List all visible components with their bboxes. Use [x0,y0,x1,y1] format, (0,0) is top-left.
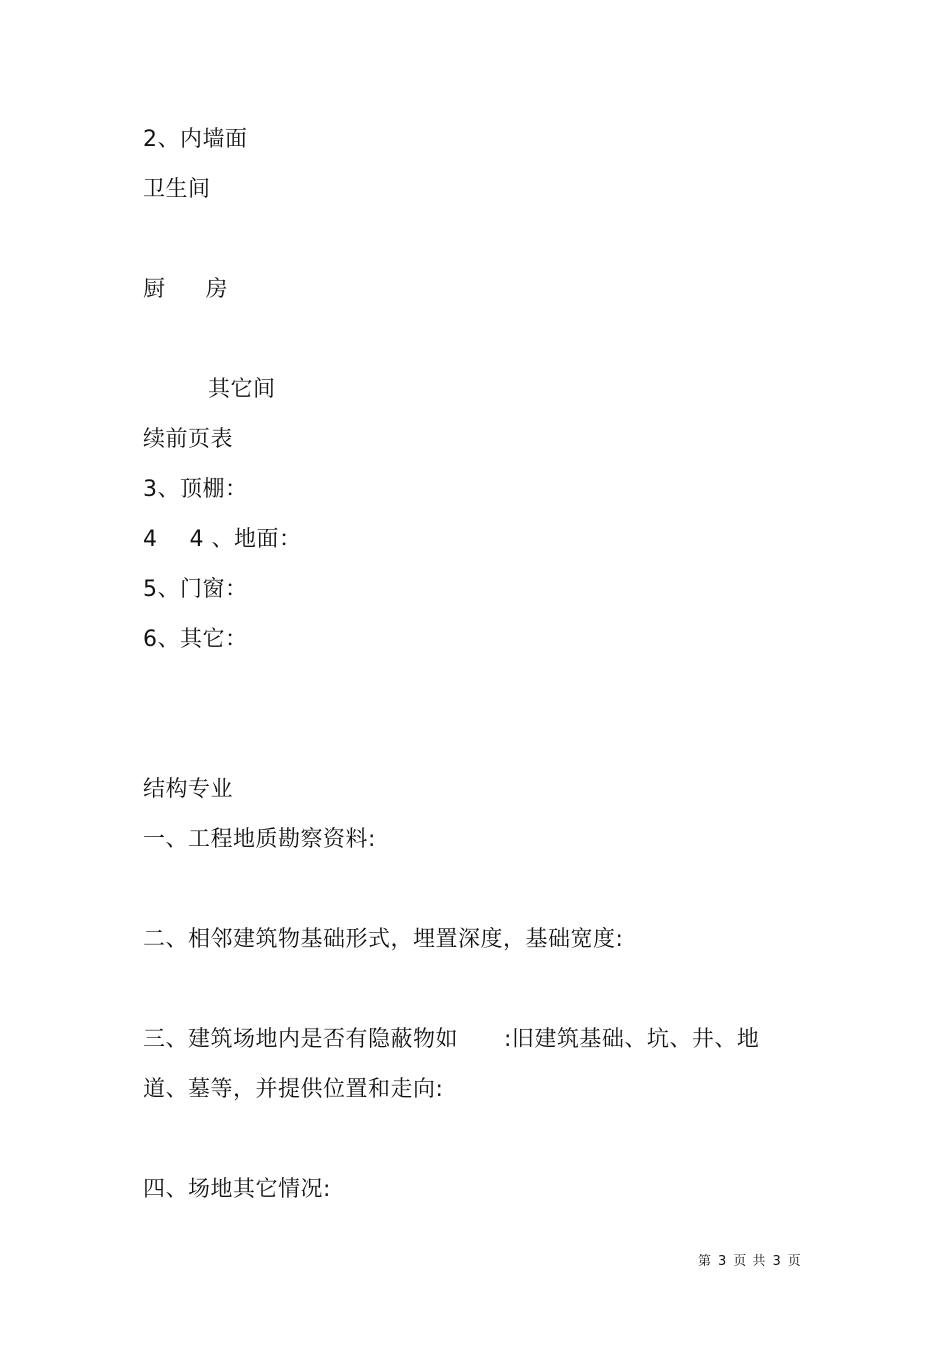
structure-item-3-part-1: 三、建筑场地内是否有隐蔽物如 [143,1027,459,1052]
doors-windows-heading: 5、门窗： [143,577,248,602]
footer-prefix: 第 [698,1254,713,1269]
footer-current-page: 3 [718,1254,728,1269]
structure-item-2: 二、相邻建筑物基础形式，埋置深度，基础宽度: [143,927,624,952]
ceiling-heading: 3、顶棚： [143,477,248,502]
page-number-footer [698,1250,808,1269]
floor-label: 4 、地面： [189,527,302,552]
structure-item-3-continued: 道、墓等，并提供位置和走向: [143,1077,444,1102]
footer-mid: 页 共 [733,1254,767,1269]
continued-label: 续前页表 [143,427,234,452]
footer-total-pages: 3 [772,1254,782,1269]
structure-heading: 结构专业 [143,777,234,802]
kitchen-char-1: 厨 [143,277,166,302]
structure-item-3 [143,1027,759,1053]
others-heading: 6、其它： [143,627,248,652]
floor-heading [143,527,302,553]
bathroom-label: 卫生间 [143,177,211,202]
inner-wall-heading: 2、内墙面 [143,127,248,152]
other-rooms-label: 其它间 [208,377,276,402]
kitchen-char-2: 房 [205,277,229,302]
structure-item-4: 四、场地其它情况: [143,1177,331,1202]
footer-suffix: 页 [787,1254,802,1269]
floor-number: 4 [143,527,158,552]
kitchen-label [143,277,228,303]
structure-item-1: 一、工程地质勘察资料: [143,827,376,852]
structure-item-3-part-2: :旧建筑基础、坑、井、地 [504,1027,760,1052]
